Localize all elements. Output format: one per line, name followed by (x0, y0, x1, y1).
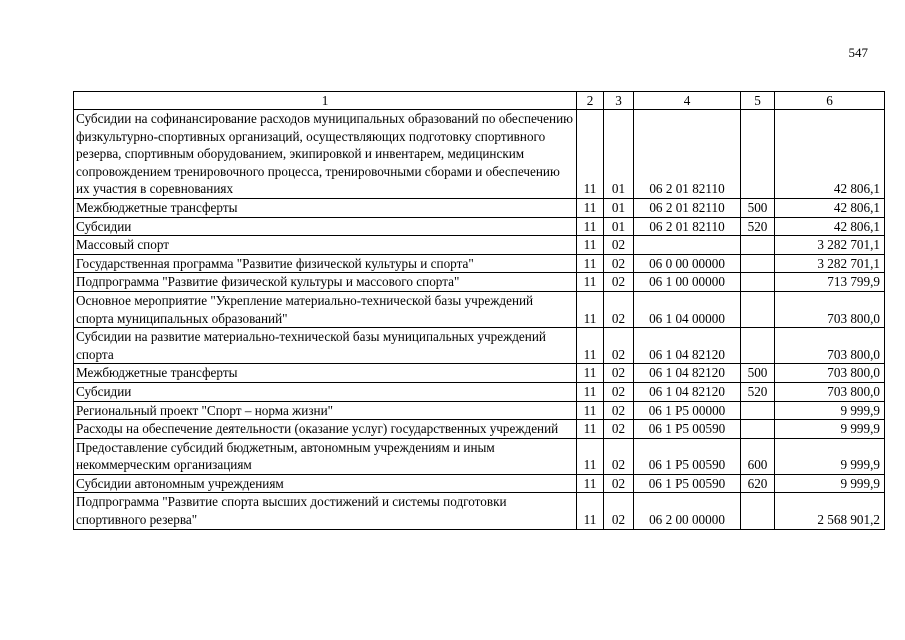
row-subsection-cell: 02 (604, 254, 634, 273)
row-expense-type-cell (741, 328, 775, 364)
row-target-article-cell: 06 2 00 00000 (634, 493, 741, 529)
table-row (74, 474, 885, 493)
table-row (74, 110, 885, 199)
row-amount-cell: 713 799,9 (775, 273, 885, 292)
row-subsection-cell: 02 (604, 420, 634, 439)
row-amount-cell: 3 282 701,1 (775, 236, 885, 255)
row-name-cell: Субсидии на развитие материально-технической базы муниципальных учреждений спорта (74, 328, 577, 364)
row-expense-type-cell (741, 493, 775, 529)
row-expense-type-cell (741, 110, 775, 199)
row-name-cell: Субсидии автономным учреждениям (74, 474, 577, 493)
row-amount-cell: 42 806,1 (775, 198, 885, 217)
row-target-article-cell: 06 1 P5 00590 (634, 474, 741, 493)
row-amount-cell: 2 568 901,2 (775, 493, 885, 529)
row-target-article-cell: 06 1 P5 00590 (634, 420, 741, 439)
table-row (74, 198, 885, 217)
row-name-cell: Межбюджетные трансферты (74, 198, 577, 217)
table-row (74, 273, 885, 292)
row-amount-cell: 703 800,0 (775, 291, 885, 327)
row-name-cell: Массовый спорт (74, 236, 577, 255)
row-amount-cell: 42 806,1 (775, 110, 885, 199)
row-expense-type-cell: 520 (741, 382, 775, 401)
row-target-article-cell: 06 1 00 00000 (634, 273, 741, 292)
header-col-4: 4 (634, 92, 741, 110)
row-expense-type-cell (741, 254, 775, 273)
row-target-article-cell: 06 1 P5 00000 (634, 401, 741, 420)
row-section-cell: 11 (577, 110, 604, 199)
row-amount-cell: 3 282 701,1 (775, 254, 885, 273)
row-name-cell: Региональный проект "Спорт – норма жизни" (74, 401, 577, 420)
row-expense-type-cell: 620 (741, 474, 775, 493)
row-subsection-cell: 02 (604, 493, 634, 529)
row-section-cell: 11 (577, 291, 604, 327)
row-amount-cell: 9 999,9 (775, 438, 885, 474)
row-expense-type-cell (741, 236, 775, 255)
row-subsection-cell: 01 (604, 110, 634, 199)
row-expense-type-cell (741, 401, 775, 420)
table-row (74, 236, 885, 255)
row-subsection-cell: 02 (604, 236, 634, 255)
row-subsection-cell: 02 (604, 382, 634, 401)
row-expense-type-cell (741, 273, 775, 292)
table-row (74, 254, 885, 273)
table-body (74, 110, 885, 530)
row-subsection-cell: 01 (604, 198, 634, 217)
table-row (74, 291, 885, 327)
row-target-article-cell: 06 2 01 82110 (634, 217, 741, 236)
header-col-2: 2 (577, 92, 604, 110)
header-col-6: 6 (775, 92, 885, 110)
page-number: 547 (848, 45, 868, 60)
row-subsection-cell: 02 (604, 364, 634, 383)
row-subsection-cell: 02 (604, 273, 634, 292)
row-amount-cell: 703 800,0 (775, 364, 885, 383)
row-name-cell: Подпрограмма "Развитие спорта высших достижений и системы подготовки спортивного резерва" (74, 493, 577, 529)
row-target-article-cell: 06 2 01 82110 (634, 198, 741, 217)
row-section-cell: 11 (577, 328, 604, 364)
row-target-article-cell (634, 236, 741, 255)
row-target-article-cell: 06 2 01 82110 (634, 110, 741, 199)
row-section-cell: 11 (577, 254, 604, 273)
row-section-cell: 11 (577, 401, 604, 420)
row-target-article-cell: 06 1 04 00000 (634, 291, 741, 327)
row-section-cell: 11 (577, 382, 604, 401)
row-expense-type-cell: 600 (741, 438, 775, 474)
row-name-cell: Субсидии (74, 217, 577, 236)
table-row (74, 493, 885, 529)
header-col-5: 5 (741, 92, 775, 110)
row-amount-cell: 9 999,9 (775, 474, 885, 493)
row-amount-cell: 9 999,9 (775, 401, 885, 420)
row-target-article-cell: 06 1 04 82120 (634, 328, 741, 364)
row-section-cell: 11 (577, 474, 604, 493)
row-name-cell: Предоставление субсидий бюджетным, автономным учреждениям и иным некоммерческим организациям (74, 438, 577, 474)
row-subsection-cell: 02 (604, 401, 634, 420)
table-row (74, 401, 885, 420)
row-expense-type-cell (741, 291, 775, 327)
row-section-cell: 11 (577, 364, 604, 383)
row-section-cell: 11 (577, 438, 604, 474)
row-section-cell: 11 (577, 217, 604, 236)
row-subsection-cell: 02 (604, 328, 634, 364)
row-name-cell: Основное мероприятие "Укрепление материально-технической базы учреждений спорта муниципальных образований" (74, 291, 577, 327)
table-header-row (74, 92, 885, 110)
row-name-cell: Государственная программа "Развитие физической культуры и спорта" (74, 254, 577, 273)
row-expense-type-cell (741, 420, 775, 439)
table-row (74, 382, 885, 401)
row-section-cell: 11 (577, 236, 604, 255)
table-row (74, 217, 885, 236)
table-row (74, 438, 885, 474)
row-amount-cell: 703 800,0 (775, 328, 885, 364)
row-amount-cell: 42 806,1 (775, 217, 885, 236)
row-section-cell: 11 (577, 493, 604, 529)
row-target-article-cell: 06 1 P5 00590 (634, 438, 741, 474)
row-target-article-cell: 06 1 04 82120 (634, 382, 741, 401)
row-name-cell: Межбюджетные трансферты (74, 364, 577, 383)
row-amount-cell: 9 999,9 (775, 420, 885, 439)
row-target-article-cell: 06 1 04 82120 (634, 364, 741, 383)
row-subsection-cell: 02 (604, 291, 634, 327)
row-name-cell: Субсидии (74, 382, 577, 401)
row-section-cell: 11 (577, 273, 604, 292)
row-subsection-cell: 02 (604, 474, 634, 493)
row-expense-type-cell: 520 (741, 217, 775, 236)
row-subsection-cell: 02 (604, 438, 634, 474)
table-row (74, 328, 885, 364)
row-target-article-cell: 06 0 00 00000 (634, 254, 741, 273)
row-name-cell: Подпрограмма "Развитие физической культуры и массового спорта" (74, 273, 577, 292)
row-section-cell: 11 (577, 420, 604, 439)
header-col-1: 1 (74, 92, 577, 110)
row-expense-type-cell: 500 (741, 198, 775, 217)
budget-table (73, 91, 885, 530)
row-expense-type-cell: 500 (741, 364, 775, 383)
table-row (74, 420, 885, 439)
table-row (74, 364, 885, 383)
row-name-cell: Субсидии на софинансирование расходов муниципальных образований по обеспечению физкультурно-спортивных организаций, осуществляющих подготовку спортивного резерва, спортивным оборудованием, экипировкой и инвентарем, медицинским сопровождением тренировочного процесса, тренировочными сборами и обеспечению их участия в соревнованиях (74, 110, 577, 199)
row-subsection-cell: 01 (604, 217, 634, 236)
row-section-cell: 11 (577, 198, 604, 217)
row-name-cell: Расходы на обеспечение деятельности (оказание услуг) государственных учреждений (74, 420, 577, 439)
header-col-3: 3 (604, 92, 634, 110)
row-amount-cell: 703 800,0 (775, 382, 885, 401)
